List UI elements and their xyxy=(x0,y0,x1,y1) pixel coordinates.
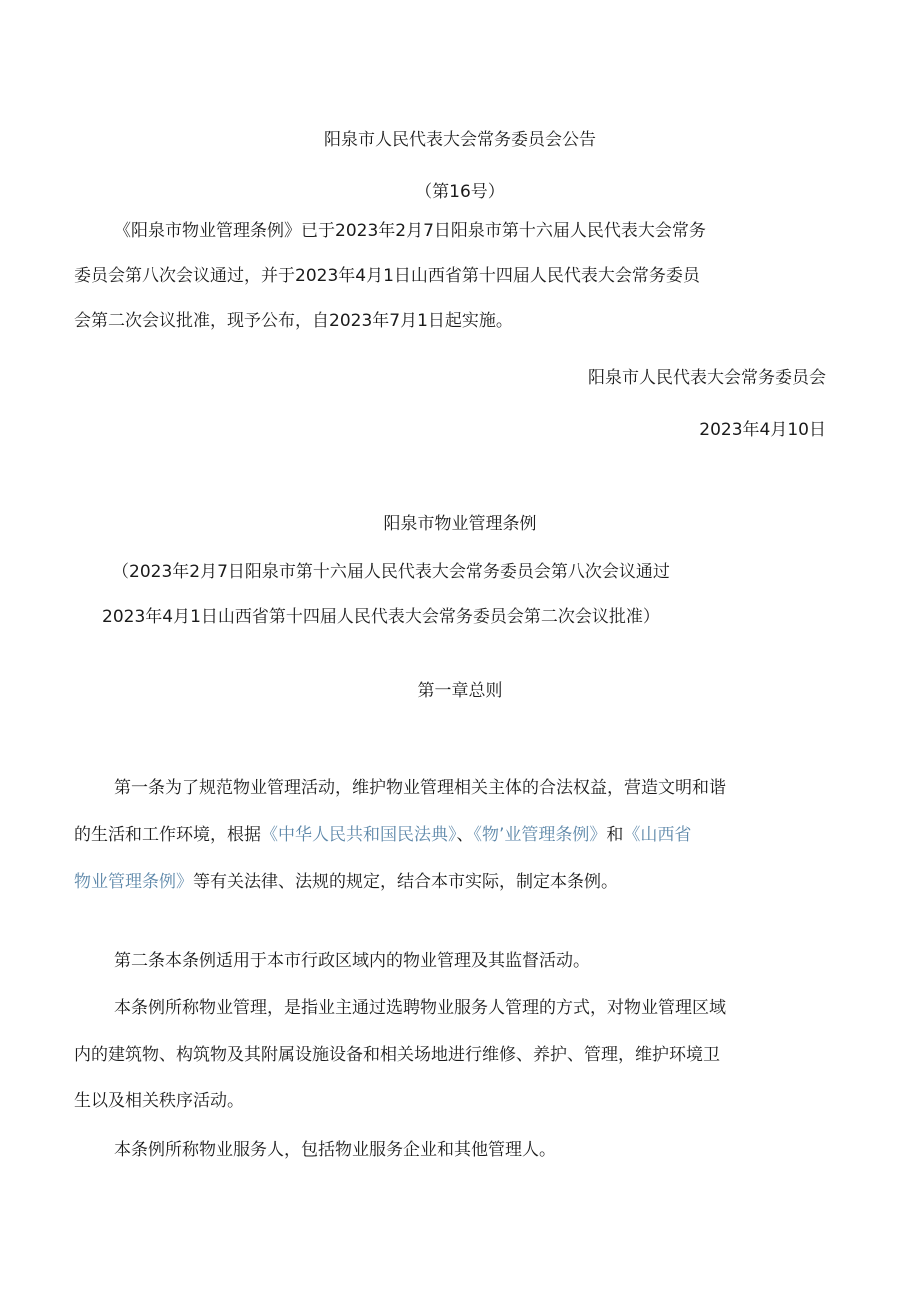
chapter-heading: 第一章总则 xyxy=(417,681,503,701)
article-1-text: 等有关法律、法规的规定，结合本市实际，制定本条例。 xyxy=(193,872,618,892)
announcement-number: （第16号） xyxy=(415,182,505,202)
announcement-body-line: 委员会第八次会议通过，并于2023年4月1日山西省第十四届人民代表大会常务委员 xyxy=(74,266,700,286)
announcement-title: 阳泉市人民代表大会常务委员会公告 xyxy=(324,130,596,150)
article-1-text: 和 xyxy=(606,825,624,845)
article-2-line: 第二条本条例适用于本市行政区域内的物业管理及其监督活动。 xyxy=(114,951,590,971)
regulation-title: 阳泉市物业管理条例 xyxy=(383,514,537,534)
article-1-text: 的生活和工作环境，根据 xyxy=(74,825,261,845)
article-2-line: 本条例所称物业服务人，包括物业服务企业和其他管理人。 xyxy=(114,1140,556,1160)
announcement-signature: 阳泉市人民代表大会常务委员会 xyxy=(588,368,826,388)
civil-code-link[interactable]: 《中华人民共和国民法典》 xyxy=(261,825,457,845)
regulation-subtitle-line: （2023年2月7日阳泉市第十六届人民代表大会常务委员会第八次会议通过 xyxy=(112,562,670,582)
announcement-date: 2023年4月10日 xyxy=(699,420,826,440)
shanxi-regulation-link[interactable]: 物业管理条例》 xyxy=(74,872,193,892)
article-1-line xyxy=(74,870,828,894)
article-1-line: 第一条为了规范物业管理活动，维护物业管理相关主体的合法权益，营造文明和谐 xyxy=(114,778,726,798)
article-1-text: 、 xyxy=(456,825,474,845)
article-2-line: 本条例所称物业管理，是指业主通过选聘物业服务人管理的方式，对物业管理区域 xyxy=(114,998,726,1018)
article-2-line: 生以及相关秩序活动。 xyxy=(74,1091,244,1111)
article-1-line xyxy=(74,823,828,847)
shanxi-regulation-link[interactable]: 《山西省 xyxy=(623,825,692,845)
property-regulation-link[interactable]: 《物’业管理条例》 xyxy=(473,825,607,845)
announcement-body-line: 《阳泉市物业管理条例》已于2023年2月7日阳泉市第十六届人民代表大会常务 xyxy=(114,221,706,241)
announcement-body-line: 会第二次会议批准，现予公布，自2023年7月1日起实施。 xyxy=(74,311,513,331)
article-2-line: 内的建筑物、构筑物及其附属设施设备和相关场地进行维修、养护、管理，维护环境卫 xyxy=(74,1045,720,1065)
regulation-subtitle-line: 2023年4月1日山西省第十四届人民代表大会常务委员会第二次会议批准） xyxy=(102,607,660,627)
